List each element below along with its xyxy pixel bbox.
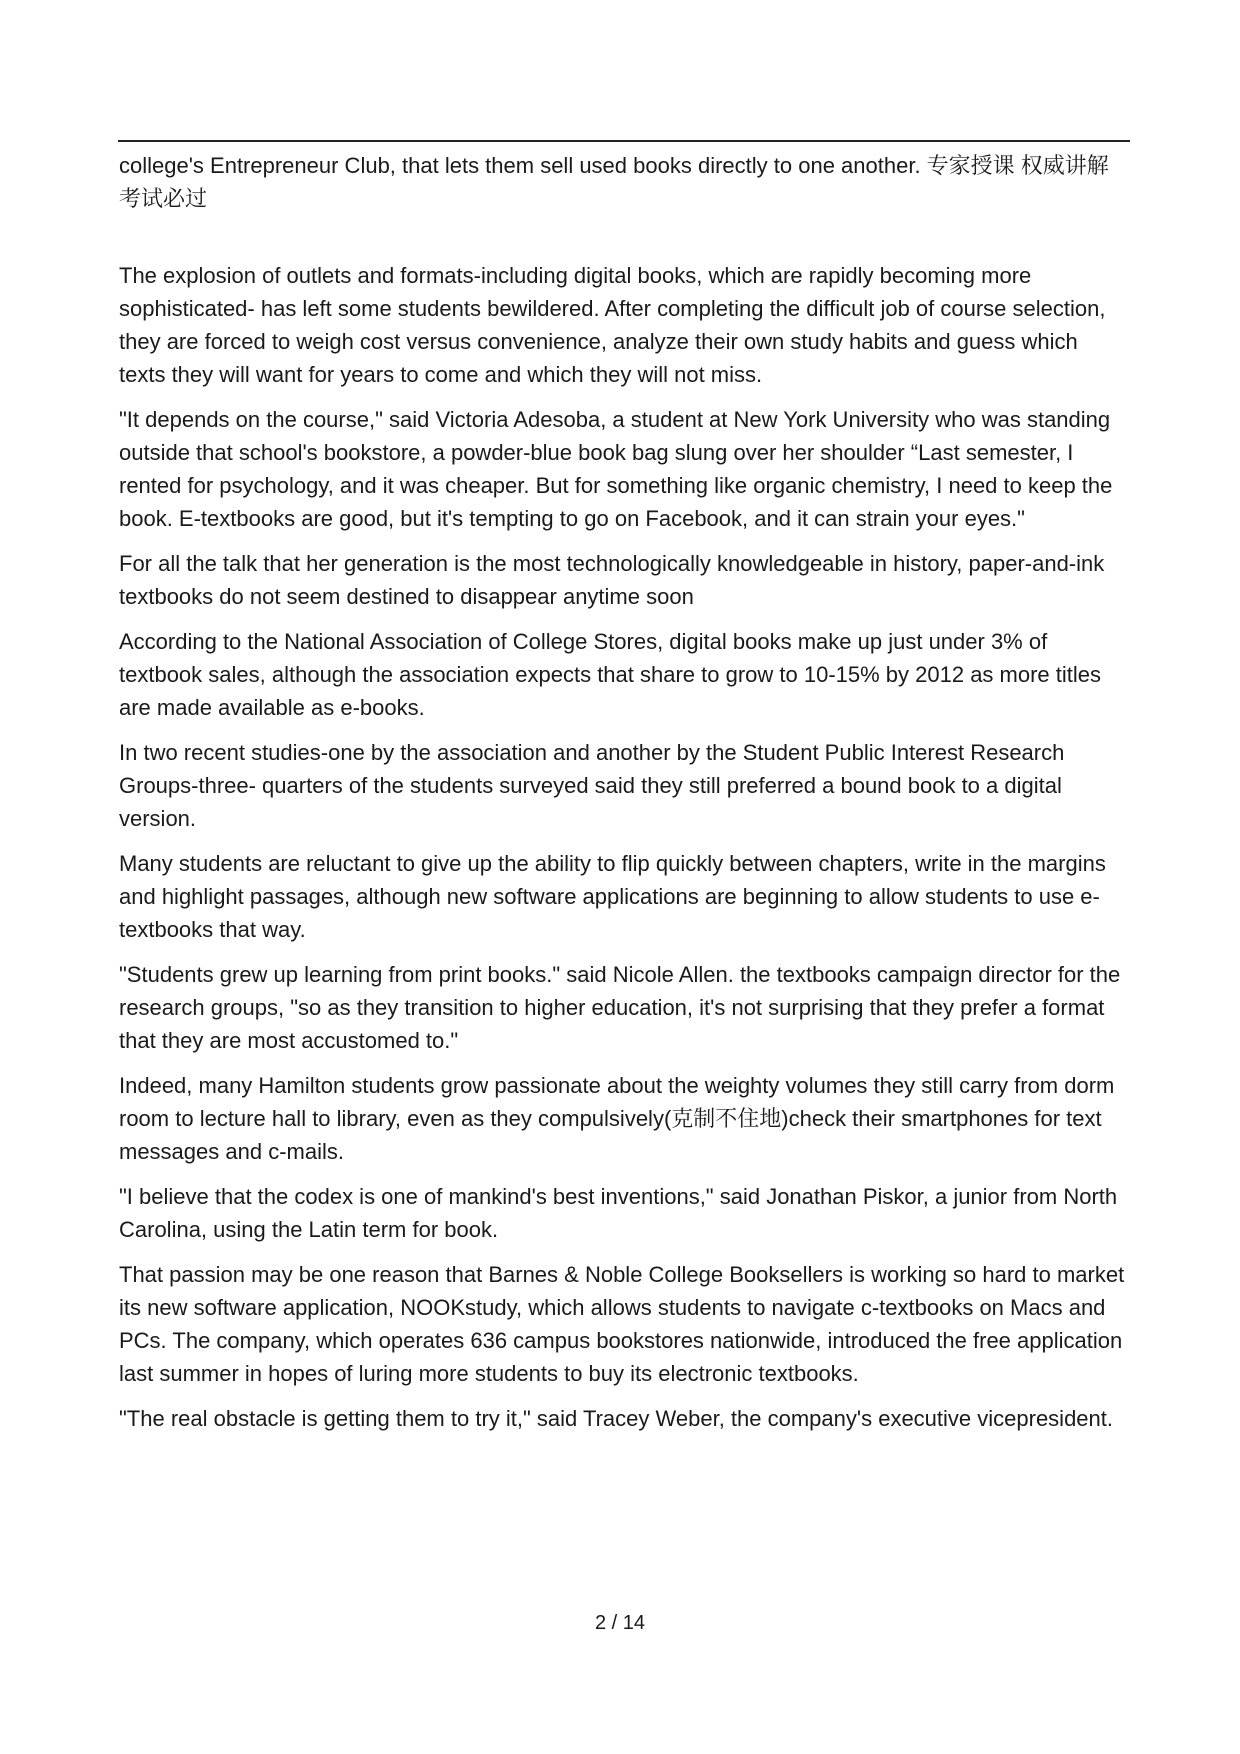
document-body [119, 149, 1127, 1447]
page-number: 2 / 14 [594, 1612, 646, 1634]
paragraph-club-continuation: college's Entrepreneur Club, that lets them sell used books directly to one another. 专家授课 权威讲解 考试必过 [119, 153, 1109, 211]
paragraph-outlets-formats: The explosion of outlets and formats-including digital books, which are rapidly becoming more sophisticated- has left some students bewildered. After completing the difficult job of course selection, they are forced to weigh cost versus convenience, analyze their own study habits and guess which texts they will want for years to come and which they will not miss. [119, 263, 1106, 387]
paragraph-barnes-noble: That passion may be one reason that Barnes & Noble College Booksellers is working so hard to market its new software application, NOOKstudy, which allows students to navigate c-textbooks on Macs and PCs. The company, which operates 636 campus bookstores nationwide, introduced the free application last summer in hopes of luring more students to buy its electronic textbooks. [119, 1262, 1125, 1386]
paragraph-weber-quote: "The real obstacle is getting them to try it," said Tracey Weber, the company's executive vicepresident. [119, 1406, 1113, 1431]
paragraph-nacs-stats: According to the National Association of College Stores, digital books make up just under 3% of textbook sales, although the association expects that share to grow to 10-15% by 2012 as more titles are made available as e-books. [119, 629, 1102, 720]
paragraph-generation: For all the talk that her generation is the most technologically knowledgeable in history, paper-and-ink textbooks do not seem destined to disappear anytime soon [119, 551, 1105, 609]
header-rule [118, 140, 1130, 142]
paragraph-reluctant: Many students are reluctant to give up the ability to flip quickly between chapters, write in the margins and highlight passages, although new software applications are beginning to allow students to use e-textbooks that way. [119, 851, 1106, 942]
paragraph-piskor-quote: "I believe that the codex is one of mankind's best inventions," said Jonathan Piskor, a junior from North Carolina, using the Latin term for book. [119, 1184, 1118, 1242]
paragraph-allen-quote: "Students grew up learning from print books." said Nicole Allen. the textbooks campaign director for the research groups, "so as they transition to higher education, it's not surprising that they prefer a format that they are most accustomed to." [119, 962, 1121, 1053]
paragraph-adesoba-quote: "It depends on the course," said Victoria Adesoba, a student at New York University who was standing outside that school's bookstore, a powder-blue book bag slung over her shoulder “Last semester, I rented for psychology, and it was cheaper. But for something like organic chemistry, I need to keep the book. E-textbooks are good, but it's tempting to go on Facebook, and it can strain your eyes." [119, 407, 1113, 531]
paragraph-studies: In two recent studies-one by the association and another by the Student Public Interest Research Groups-three- quarters of the students surveyed said they still preferred a bound book to a digital version. [119, 740, 1065, 831]
paragraph-hamilton: Indeed, many Hamilton students grow passionate about the weighty volumes they still carry from dorm room to lecture hall to library, even as they compulsively(克制不住地)check their smartphones for text messages and c-mails. [119, 1073, 1115, 1164]
